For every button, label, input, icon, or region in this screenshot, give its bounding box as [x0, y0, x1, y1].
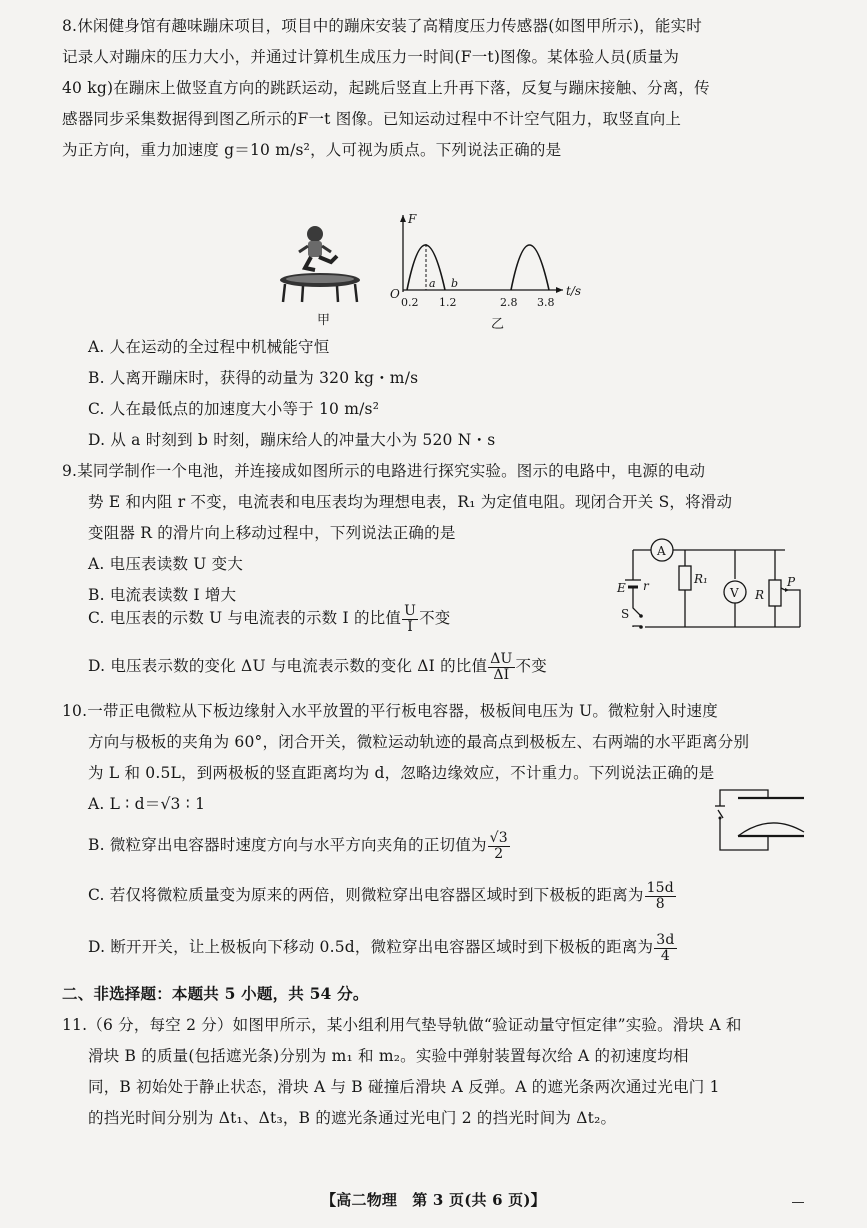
- q10-option-d-text: D. 断开开关，让上极板向下移动 0.5d，微粒穿出电容器区域时到下极板的距离为: [88, 938, 654, 956]
- section-2-heading: 二、非选择题：本题共 5 小题，共 54 分。: [62, 984, 369, 1003]
- q9-option-c: [88, 600, 450, 636]
- q9-option-d-fraction: [488, 652, 514, 682]
- q11-line-3: 同，B 初始处于静止状态，滑块 A 与 B 碰撞后滑块 A 反弹。A 的遮光条两次通过光电门 1: [88, 1078, 720, 1096]
- ammeter-label: A: [657, 544, 666, 558]
- tick-3-8: 3.8: [537, 296, 555, 309]
- tick-2-8: 2.8: [500, 296, 518, 309]
- q8-option-c: C. 人在最低点的加速度大小等于 10 m/s²: [88, 400, 380, 418]
- q10-option-a: A. L ∶ d＝√3 ∶ 1: [88, 795, 206, 813]
- frac-numerator: 3d: [656, 931, 675, 948]
- t-axis-label: t/s: [566, 284, 582, 298]
- frac-denominator: 8: [655, 895, 665, 912]
- q8-option-d: D. 从 a 时刻到 b 时刻，蹦床给人的冲量大小为 520 N・s: [88, 431, 496, 449]
- q9-option-c-text: C. 电压表的示数 U 与电流表的示数 I 的比值: [88, 609, 402, 627]
- q9-option-d-text: D. 电压表示数的变化 ΔU 与电流表示数的变化 ΔI 的比值: [88, 657, 488, 675]
- emf-label: E: [617, 581, 626, 595]
- tick-1-2: 1.2: [439, 296, 457, 309]
- q10-line-2: 方向与极板的夹角为 60°，闭合开关，微粒运动轨迹的最高点到极板左、右两端的水平距离分别: [88, 733, 750, 751]
- q11-line-2: 滑块 B 的质量(包括遮光条)分别为 m₁ 和 m₂。实验中弹射装置每次给 A 的初速度均相: [88, 1047, 689, 1065]
- q8-line-5: 为正方向，重力加速度 g＝10 m/s²，人可视为质点。下列说法正确的是: [62, 141, 562, 159]
- q8-line-4: 感器同步采集数据得到图乙所示的F一t 图像。已知运动过程中不计空气阻力，取竖直向上: [62, 110, 682, 128]
- q8-line-2: 记录人对蹦床的压力大小，并通过计算机生成压力一时间(F一t)图像。某体验人员(质量为: [62, 48, 680, 66]
- point-a-label: a: [429, 277, 436, 290]
- q10-line-3: 为 L 和 0.5L，到两极板的竖直距离均为 d，忽略边缘效应，不计重力。下列说法正确的是: [88, 764, 715, 782]
- q9-option-c-fraction: [402, 604, 418, 634]
- q9-line-3: 变阻器 R 的滑片向上移动过程中，下列说法正确的是: [88, 524, 456, 542]
- q8-option-b: B. 人离开蹦床时，获得的动量为 320 kg・m/s: [88, 369, 419, 387]
- origin-label: O: [390, 287, 400, 301]
- frac-numerator: U: [404, 602, 417, 619]
- frac-denominator: ΔI: [493, 666, 510, 683]
- frac-numerator: ΔU: [490, 650, 513, 667]
- trampoline-figure: [275, 222, 375, 332]
- fig-yi-label: 乙: [491, 317, 505, 332]
- q9-option-d-tail: 不变: [515, 657, 547, 675]
- q11-line-1: 11.（6 分，每空 2 分）如图甲所示，某小组利用气垫导轨做“验证动量守恒定律”实验。滑块 A 和: [62, 1016, 742, 1034]
- switch-label: S: [621, 607, 630, 621]
- q11-line-4: 的挡光时间分别为 Δt₁、Δt₃，B 的遮光条通过光电门 2 的挡光时间为 Δt₂。: [88, 1109, 617, 1127]
- q9-option-a: A. 电压表读数 U 变大: [88, 555, 244, 573]
- q8-line-3: 40 kg)在蹦床上做竖直方向的跳跃运动，起跳后竖直上升再下落，反复与蹦床接触、分离，传: [62, 79, 710, 97]
- frac-denominator: 4: [660, 947, 670, 964]
- corner-mark: [792, 1202, 804, 1203]
- r1-label: R₁: [694, 572, 708, 586]
- pulse-2: [511, 245, 549, 290]
- q10-option-b-text: B. 微粒穿出电容器时速度方向与水平方向夹角的正切值为: [88, 836, 487, 854]
- q9-option-d: [88, 648, 547, 684]
- q9-option-c-tail: 不变: [419, 609, 451, 627]
- q9-option-b: B. 电流表读数 I 增大: [88, 586, 237, 604]
- q9-line-1: 9.某同学制作一个电池，并连接成如图所示的电路进行探究实验。图示的电路中，电源的电动: [62, 462, 706, 480]
- frac-numerator: 15d: [646, 879, 674, 896]
- tick-0-2: 0.2: [401, 296, 419, 309]
- page-footer: 【高二物理 第 3 页(共 6 页)】: [321, 1191, 546, 1209]
- q10-option-b-fraction: [488, 831, 510, 861]
- jumper-illustration: [299, 226, 337, 270]
- fig-jia-label: 甲: [317, 313, 331, 328]
- q8-option-a: A. 人在运动的全过程中机械能守恒: [88, 338, 330, 356]
- q10-line-1: 10.一带正电微粒从下板边缘射入水平放置的平行板电容器，极板间电压为 U。微粒射入时速度: [62, 702, 718, 720]
- q10-option-c-fraction: [645, 881, 676, 911]
- frac-denominator: I: [407, 618, 413, 635]
- q10-option-d: [88, 928, 678, 966]
- force-time-graph: [385, 210, 595, 335]
- frac-denominator: 2: [494, 845, 504, 862]
- point-b-label: b: [451, 277, 459, 290]
- q10-option-d-fraction: [654, 933, 676, 963]
- circuit-diagram: [615, 532, 807, 634]
- capacitor-diagram: [700, 788, 812, 863]
- frac-numerator: √3: [489, 829, 508, 846]
- rheostat-label: R: [755, 588, 765, 602]
- q10-option-c: [88, 876, 677, 914]
- slider-label: P: [787, 575, 796, 589]
- internal-r-label: r: [643, 579, 649, 593]
- q9-line-2: 势 E 和内阻 r 不变，电流表和电压表均为理想电表，R₁ 为定值电阻。现闭合开关 S，将滑动: [88, 493, 733, 511]
- f-axis-label: F: [408, 212, 417, 226]
- q10-option-c-text: C. 若仅将微粒质量变为原来的两倍，则微粒穿出电容器区域时到下极板的距离为: [88, 886, 644, 904]
- q10-option-b: [88, 826, 511, 864]
- voltmeter-label: V: [730, 586, 739, 600]
- q8-line-1: 8.休闲健身馆有趣味蹦床项目，项目中的蹦床安装了高精度压力传感器(如图甲所示)，能实时: [62, 17, 702, 35]
